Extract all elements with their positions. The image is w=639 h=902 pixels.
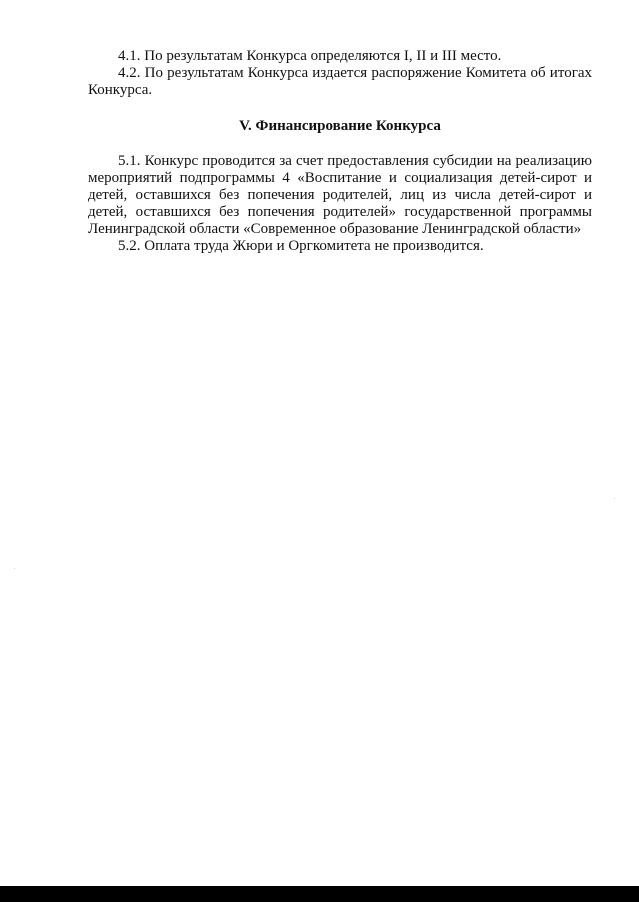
paragraph-4-1: 4.1. По результатам Конкурса определяются I, II и III место. xyxy=(118,48,502,64)
document-body xyxy=(88,48,592,255)
paragraph-4-2: 4.2. По результатам Конкурса издается распоряжение Комитета об итогах Конкурса. xyxy=(88,65,592,98)
scan-speck xyxy=(614,498,615,499)
scan-speck xyxy=(14,568,15,569)
section-5-heading: V. Финансирование Конкурса xyxy=(239,118,441,134)
paragraph-5-1: 5.1. Конкурс проводится за счет предоставления субсидии на реализацию мероприятий подпрограммы 4 «Воспитание и социализация детей-сирот и детей, оставшихся без попечения родителей, лиц из числа детей-сирот и детей, оставшихся без попечения родителей» государственной программы Ленинградской области «Современное образование Ленинградской области» xyxy=(88,153,592,237)
paragraph-5-2: 5.2. Оплата труда Жюри и Оргкомитета не производится. xyxy=(118,238,484,254)
scan-edge-bar xyxy=(0,886,639,902)
